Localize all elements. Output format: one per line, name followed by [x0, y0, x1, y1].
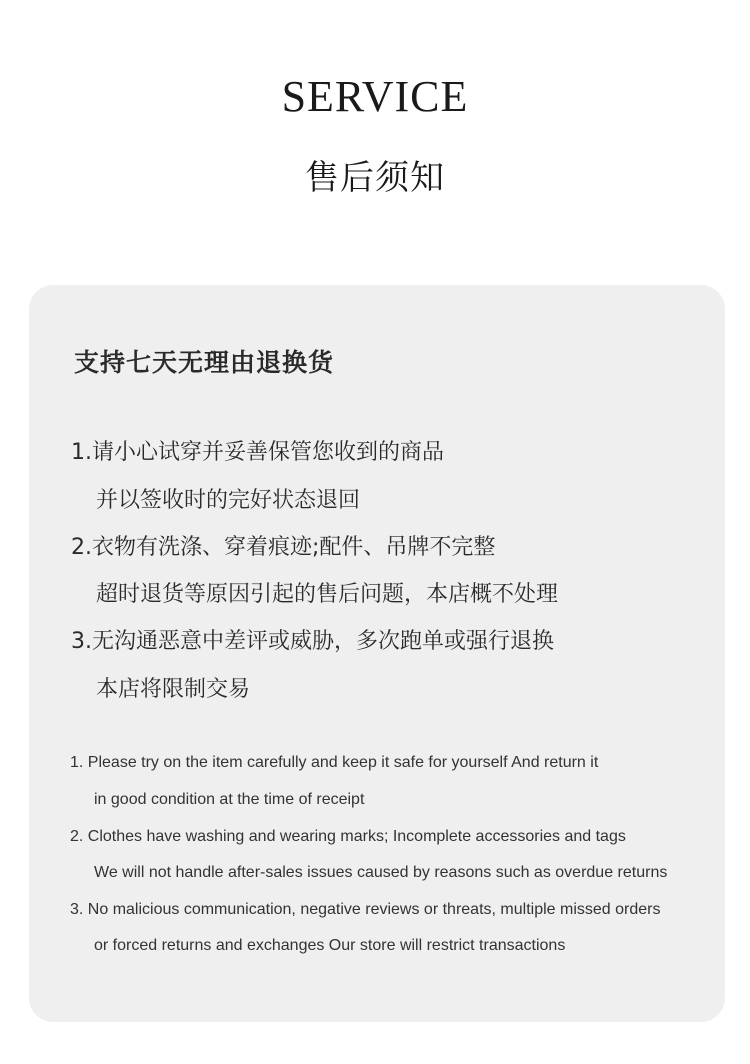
cn-rule-3-line-2: 本店将限制交易 — [96, 677, 251, 702]
service-notice-card — [29, 285, 725, 1022]
cn-rule-3-line-1: 3.无沟通恶意中差评或威胁，多次跑单或强行退换 — [71, 629, 554, 654]
cn-rule-1-line-1: 1.请小心试穿并妥善保管您收到的商品 — [71, 440, 444, 465]
header-title-en: SERVICE — [281, 72, 469, 121]
cn-rule-2-line-1: 2.衣物有洗涤、穿着痕迹;配件、吊牌不完整 — [71, 535, 496, 560]
en-rule-1-line-1: 1. Please try on the item carefully and keep it safe for yourself And return it — [70, 754, 599, 771]
en-rule-2-line-1: 2. Clothes have washing and wearing marks; Incomplete accessories and tags — [70, 828, 626, 845]
en-rule-1-line-2: in good condition at the time of receipt — [94, 791, 365, 808]
en-rule-2-line-2: We will not handle after-sales issues caused by reasons such as overdue returns — [94, 864, 668, 881]
cn-rule-1-line-2: 并以签收时的完好状态退回 — [96, 488, 361, 513]
en-rule-3-line-1: 3. No malicious communication, negative reviews or threats, multiple missed orders — [70, 901, 661, 918]
card-title: 支持七天无理由退换货 — [74, 348, 335, 377]
en-rule-3-line-2: or forced returns and exchanges Our store will restrict transactions — [94, 937, 566, 954]
header-title-cn: 售后须知 — [305, 158, 445, 198]
cn-rule-2-line-2: 超时退货等原因引起的售后问题，本店概不处理 — [96, 582, 559, 607]
